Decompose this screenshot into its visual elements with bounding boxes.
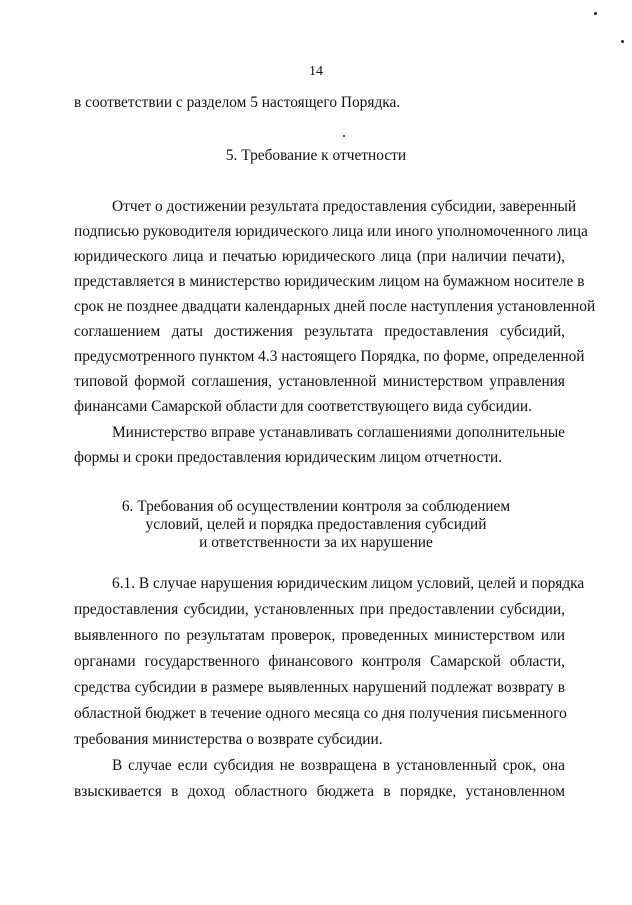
s5-p2-line: Министерство вправе устанавливать соглашениями дополнительные	[112, 424, 565, 441]
s5-p1-line: Отчет о достижении результата предоставления субсидии, заверенный	[112, 198, 577, 215]
s5-p1-line: типовой формой соглашения, установленной министерством управления	[74, 373, 565, 390]
s5-p1-line: юридического лица и печатью юридического лица (при наличии печати),	[74, 248, 565, 265]
s6-p1-line: выявленного по результатам проверок, проведенных министерством или	[74, 627, 565, 644]
s5-p1-line: подписью руководителя юридического лица или иного уполномоченного лица	[74, 223, 588, 240]
s5-p1-line: представляется в министерство юридическим лицом на бумажном носителе в	[74, 273, 585, 290]
s6-p2-line: взыскивается в доход областного бюджета в порядке, установленном	[74, 783, 565, 800]
scan-speck	[343, 135, 345, 137]
s6-p1-line: областной бюджет в течение одного месяца со дня получения письменного	[74, 705, 567, 722]
s5-p1-line: предусмотренного пунктом 4.3 настоящего Порядка, по форме, определенной	[74, 348, 585, 365]
s5-p1-line: срок не позднее двадцати календарных дней после наступления установленной	[74, 298, 596, 315]
section-6-heading-line: 6. Требования об осуществлении контроля за соблюдением	[121, 498, 511, 515]
intro-line: в соответствии с разделом 5 настоящего Порядка.	[74, 94, 401, 111]
s5-p2-line: формы и сроки предоставления юридическим лицом отчетности.	[74, 449, 503, 466]
page-number: 14	[309, 64, 323, 79]
s6-p1-line: средства субсидии в размере выявленных нарушений подлежат возврату в	[74, 679, 565, 696]
section-5-heading: 5. Требование к отчетности	[225, 147, 407, 164]
scan-speck	[621, 40, 624, 43]
s5-p1-line: соглашением даты достижения результата предоставления субсидий,	[74, 323, 565, 340]
s6-p2-line: В случае если субсидия не возвращена в установленный срок, она	[112, 757, 565, 774]
s6-p1-line: 6.1. В случае нарушения юридическим лицом условий, целей и порядка	[112, 575, 585, 592]
s6-p1-line: органами государственного финансового контроля Самарской области,	[74, 653, 565, 670]
scan-speck	[594, 12, 597, 15]
section-6-heading-line: условий, целей и порядка предоставления субсидий	[145, 516, 487, 533]
s5-p1-line: финансами Самарской области для соответствующего вида субсидии.	[74, 398, 532, 415]
s6-p1-line: требования министерства о возврате субсидии.	[74, 731, 383, 748]
section-6-heading-line: и ответственности за их нарушение	[199, 534, 433, 551]
s6-p1-line: предоставления субсидии, установленных при предоставлении субсидии,	[74, 601, 565, 618]
